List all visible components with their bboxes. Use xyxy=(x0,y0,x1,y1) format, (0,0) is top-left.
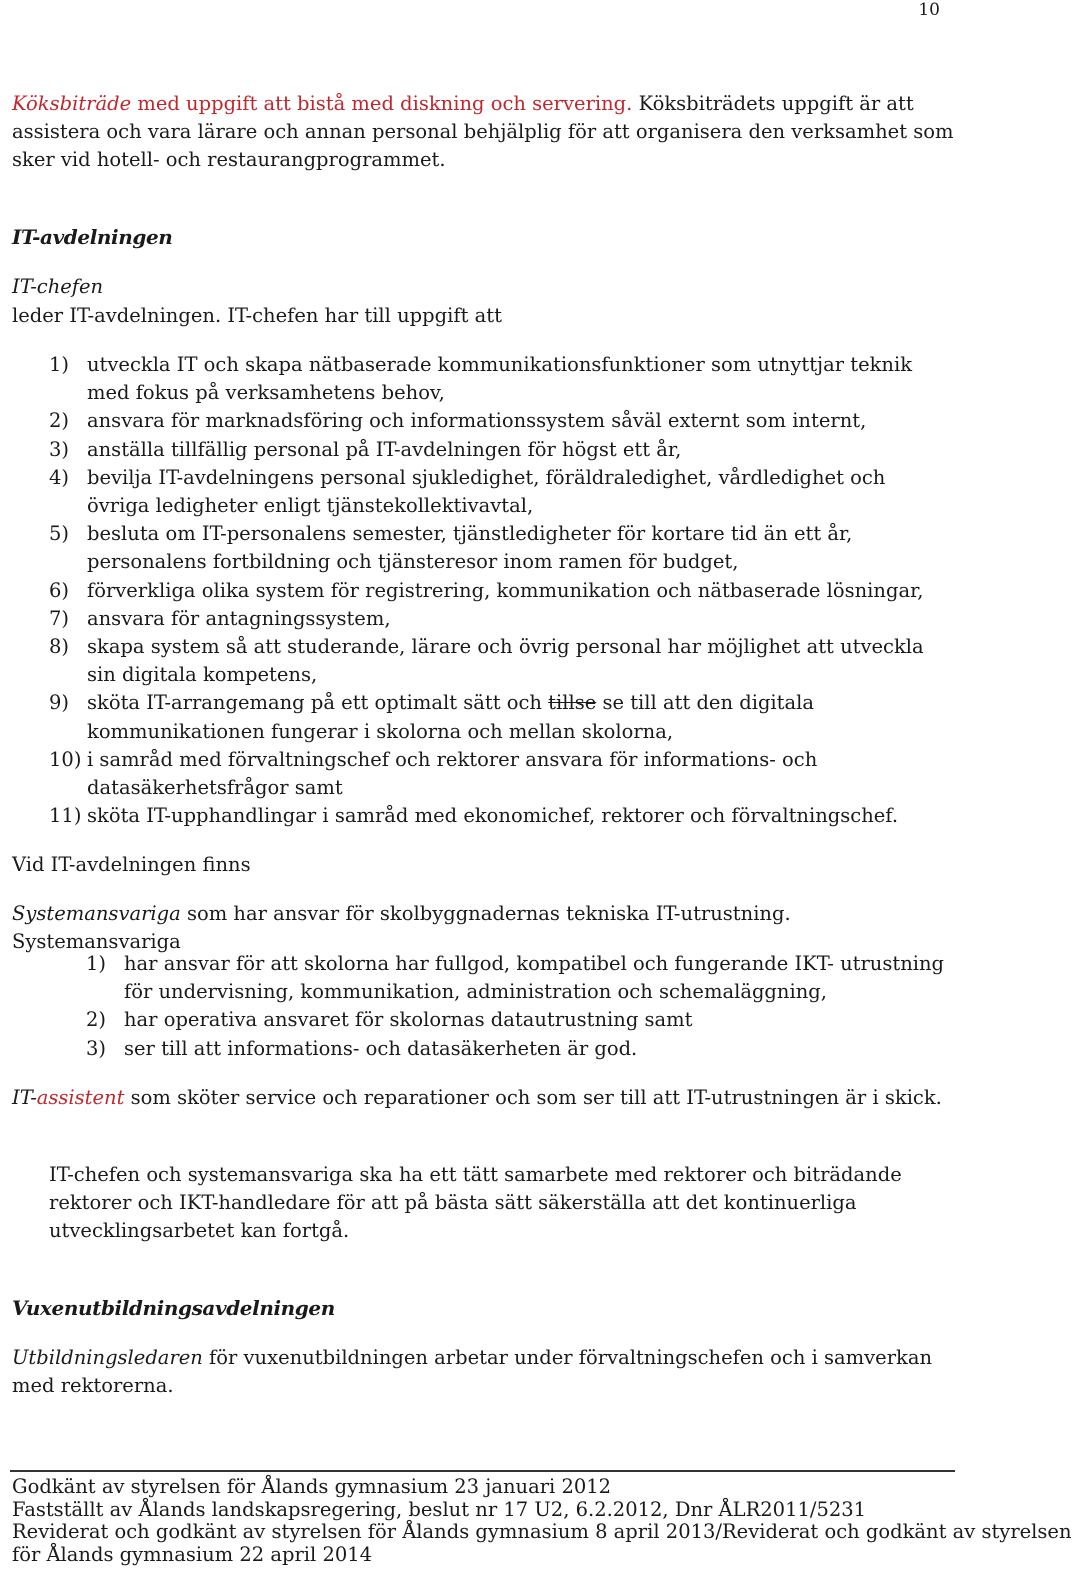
list-item: 6) förverkliga olika system för registrering, kommunikation och nätbaserade lösningar, xyxy=(49,578,924,602)
kokbitrade-text: Köksbiträdets uppgift är att assistera och vara lärare och annan personal behjälplig för att organisera den verksamhet som sker vid hotell- och restaurangprogrammet. xyxy=(12,92,954,172)
page-number: 10 xyxy=(918,0,940,20)
samarbete-paragraph: IT-chefen och systemansvariga ska ha ett tätt samarbete med rektorer och biträdande rektorer och IKT-handledare för att på bästa sätt säkerställa att det kontinuerliga utvecklingsarbetet kan fortgå. xyxy=(49,1163,902,1243)
footer xyxy=(12,1475,1072,1566)
it-chefen-task-list xyxy=(49,351,939,830)
list-item: 5) besluta om IT-personalens semester, tjänstledigheter för kortare tid än ett år, personalens fortbildning och tjänsteresor inom ramen för budget, xyxy=(49,522,853,574)
list-item: 8) skapa system så att studerande, lärare och övrig personal har möjlighet att utveckla sin digitala kompetens, xyxy=(49,635,924,687)
systemansvariga-term: Systemansvariga xyxy=(12,902,181,925)
footer-line: Fastställt av Ålands landskapsregering, beslut nr 17 U2, 6.2.2012, Dnr ÅLR2011/5231 xyxy=(12,1497,867,1521)
it-assistent-term: IT- xyxy=(12,1086,37,1109)
utbildningsledaren-paragraph: Utbildningsledaren för vuxenutbildningen arbetar under förvaltningschefen och i samverkan med rektorerna. xyxy=(12,1346,933,1398)
kokbitrade-red-text: med uppgift att bistå med diskning och servering. xyxy=(131,92,639,115)
list-item: 7) ansvara för antagningssystem, xyxy=(49,606,391,630)
systemansvariga-paragraph: Systemansvariga som har ansvar för skolbyggnadernas tekniska IT-utrustning. Systemansvariga xyxy=(12,902,791,954)
it-chefen-term: IT-chefen xyxy=(12,275,104,298)
list-item: 11) sköta IT-upphandlingar i samråd med ekonomichef, rektorer och förvaltningschef. xyxy=(49,804,899,828)
list-item: 9) sköta IT-arrangemang på ett optimalt sätt och tillse se till att den digitala kommunikationen fungerar i skolorna och mellan skolorna, xyxy=(49,691,814,743)
utbildningsledaren-term: Utbildningsledaren xyxy=(12,1346,203,1369)
list-item: 1) har ansvar för att skolorna har fullgod, kompatibel och fungerande IKT- utrustning för undervisning, kommunikation, administration och schemaläggning, xyxy=(86,952,945,1004)
footer-line: för Ålands gymnasium 22 april 2014 xyxy=(12,1542,373,1566)
list-item: 3) ser till att informations- och datasäkerheten är god. xyxy=(86,1036,638,1060)
list-item: 10) i samråd med förvaltningschef och rektorer ansvara för informations- och datasäkerhetsfrågor samt xyxy=(49,747,818,800)
it-assistent-paragraph: IT-assistent som sköter service och reparationer och som ser till att IT-utrustningen är i skick. xyxy=(12,1086,942,1109)
it-chefen-text: leder IT-avdelningen. IT-chefen har till uppgift att xyxy=(12,304,502,327)
kokbitrade-paragraph xyxy=(12,90,957,175)
struck-word: tillse xyxy=(548,691,597,715)
kokbitrade-term: Köksbiträde xyxy=(12,92,132,115)
heading-vuxenutbildning: Vuxenutbildningsavdelningen xyxy=(12,1296,335,1320)
list-item: 4) bevilja IT-avdelningens personal sjukledighet, föräldraledighet, vårdledighet och övriga ledigheter enligt tjänstekollektivavtal, xyxy=(49,465,886,518)
systemansvariga-list xyxy=(86,950,956,1063)
list-item: 2) har operativa ansvaret för skolornas datautrustning samt xyxy=(86,1008,693,1032)
footer-line: Godkänt av styrelsen för Ålands gymnasium 23 januari 2012 xyxy=(12,1475,612,1498)
footer-line: Reviderat och godkänt av styrelsen för Ålands gymnasium 8 april 2013/Reviderat och godkänt av styrelsen xyxy=(12,1520,1072,1544)
list-item: 3) anställa tillfällig personal på IT-avdelningen för högst ett år, xyxy=(49,437,682,461)
vid-it-text: Vid IT-avdelningen finns xyxy=(12,853,251,876)
footer-divider xyxy=(10,1470,955,1472)
list-item: 1) utveckla IT och skapa nätbaserade kommunikationsfunktioner som utnyttjar teknik med fokus på verksamhetens behov, xyxy=(49,353,913,405)
heading-it-avdelningen: IT-avdelningen xyxy=(12,225,173,249)
list-item: 2) ansvara för marknadsföring och informationssystem såväl externt som internt, xyxy=(49,409,867,433)
